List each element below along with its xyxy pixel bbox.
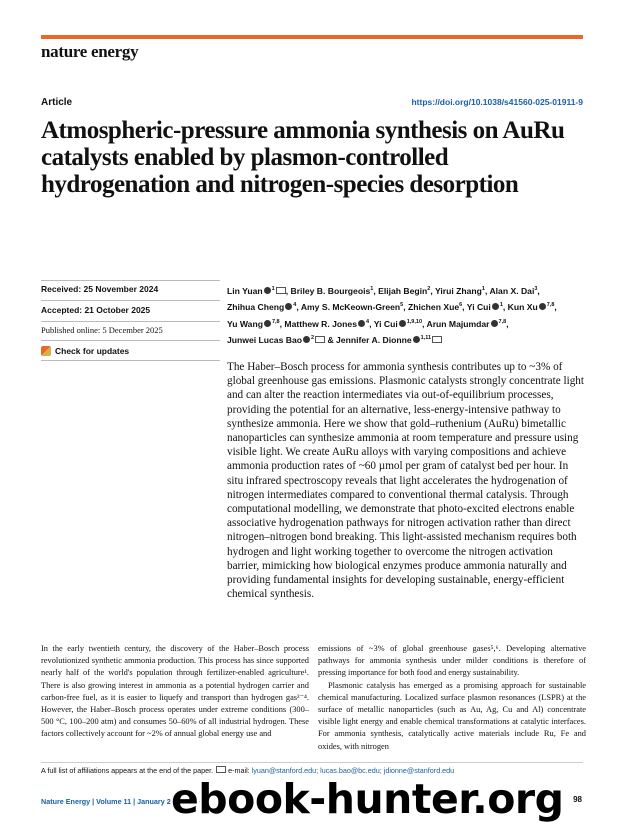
divider bbox=[41, 340, 220, 341]
divider bbox=[41, 321, 220, 322]
orcid-icon[interactable] bbox=[399, 320, 406, 327]
author-name[interactable] bbox=[284, 319, 369, 329]
author-name-text: Zhichen Xue bbox=[408, 302, 460, 313]
author-name-text: Zhihua Cheng bbox=[227, 302, 285, 313]
accepted-date: Accepted: 21 October 2025 bbox=[41, 305, 151, 315]
author-name-text: & Jennifer A. Dionne bbox=[327, 334, 412, 345]
author-list: Lin Yuan $^1$ , Briley B. Bourgeois$^1$, Elijah Begin$^2$, Yirui Zhang$^1$, Alan X. Dai$^3$, Zhihua Cheng $^4$, Amy S. McKeown-Green$^5$, Zhichen Xue$^6$, Yi Cui $^1$, Kun Xu $^{7,8}$, Yu Wang $^{7,8}$, Matthew R. Jones $^4$, Yi Cui $^{1,9,10}$, Arun Majumdar $^{7,8}$, Junwei Lucas Bao $^2$ & Jennifer A. Dionne $^{1,11}$ bbox=[227, 285, 557, 345]
doi-link[interactable]: https://doi.org/10.1038/s41560-025-01911-9 bbox=[411, 97, 583, 107]
orcid-icon[interactable] bbox=[358, 320, 365, 327]
author-name[interactable] bbox=[378, 286, 430, 296]
author-name-text: Junwei Lucas Bao bbox=[227, 334, 302, 345]
author-name[interactable] bbox=[227, 286, 286, 296]
check-updates-label: Check for updates bbox=[55, 346, 130, 356]
author-name-text: Yirui Zhang bbox=[434, 285, 482, 296]
check-updates-icon bbox=[41, 346, 51, 356]
email-icon[interactable] bbox=[432, 336, 442, 343]
affiliations-text: A full list of affiliations appears at the end of the paper. bbox=[41, 766, 214, 775]
affiliation-number: 7,8 bbox=[498, 318, 507, 325]
affiliation-number: 4 bbox=[293, 302, 297, 309]
affiliations-note bbox=[41, 766, 454, 775]
received-date: Received: 25 November 2024 bbox=[41, 284, 159, 294]
article-type: Article bbox=[41, 97, 73, 108]
journal-accent-bar bbox=[41, 35, 583, 39]
author-name[interactable] bbox=[508, 302, 555, 312]
body-column-left bbox=[41, 643, 309, 741]
body-column-right bbox=[318, 643, 586, 753]
author-name[interactable] bbox=[435, 286, 485, 296]
divider bbox=[41, 280, 220, 281]
divider bbox=[41, 300, 220, 301]
orcid-icon[interactable] bbox=[491, 320, 498, 327]
envelope-icon bbox=[216, 766, 226, 773]
body-paragraph: emissions of ~3% of global greenhouse gases⁵,⁶. Developing alternative pathways for ammonia synthesis under milder conditions is therefore of pressing importance for both food and energy sustainability. bbox=[318, 644, 586, 678]
orcid-icon[interactable] bbox=[264, 320, 271, 327]
author-name[interactable] bbox=[327, 335, 442, 345]
author-name-text: Alan X. Dai bbox=[489, 285, 535, 296]
affiliation-number: 1 bbox=[481, 286, 485, 292]
email-icon[interactable] bbox=[276, 287, 286, 294]
author-name[interactable] bbox=[467, 302, 503, 312]
watermark: ebook-hunter.org bbox=[171, 775, 564, 823]
author-name-text: Briley B. Bourgeois bbox=[290, 285, 371, 296]
affiliation-number: 1,9,10 bbox=[406, 318, 423, 325]
abstract: The Haber–Bosch process for ammonia synthesis contributes up to ~3% of global greenhouse gas emissions. Plasmonic catalysts strongly concentrate light and can alter the reaction intermediates via out-of-equilibrium processes, providing the potential for an alternative, less-energy-intensive pathway to synthesize ammonia. Here we show that gold–ruthenium (AuRu) bimetallic nanoparticles can synthesize ammonia at room temperature and pressure using visible light. We create AuRu alloys with varying compositions and achieve ammonia production rates of ~60 µmol per gram of catalyst bed per hour. In situ infrared spectroscopy reveals that light accelerates the hydrogenation of nitrogen intermediates compared to conventional thermal catalysis. Through computational modelling, we demonstrate that photo-excited electrons enable associative hydrogenation pathways for nitrogen activation rather than direct nitrogen–nitrogen bond breaking. This light-assisted mechanism requires both hydrogen and light working together to overcome the nitrogen activation barrier, mimicking how biological enzymes produce ammonia naturally and providing fundamental insights for developing sustainable, energy-efficient chemical synthesis. bbox=[227, 361, 584, 601]
affiliation-number: 7,8 bbox=[271, 318, 280, 325]
divider bbox=[41, 360, 220, 361]
author-name-text: Yu Wang bbox=[227, 318, 263, 329]
author-name-text: Elijah Begin bbox=[378, 285, 428, 296]
affiliation-number: 7,8 bbox=[546, 302, 555, 309]
body-paragraph: Plasmonic catalysis has emerged as a promising approach for sustainable chemical manufacturing. Localized surface plasmon resonances (LSPR) at the surface of metallic nanoparticles (such as Au, Ag, Cu and Al) concentrate visible light energy and enable chemical transformations at catalytic interfaces. For ammonia synthesis, catalytically active materials include Ru, Fe and oxides, with nitrogen bbox=[318, 680, 586, 751]
body-paragraph: In the early twentieth century, the discovery of the Haber–Bosch process revolutionized synthetic ammonia production. This process has since supported nearly half of the world's population through fertilizer-enabled agriculture¹. There is also growing interest in ammonia as a potential hydrogen carrier and carbon-free fuel, as it is easier to liquefy and transport than hydrogen gas²⁻⁴. However, the Haber–Bosch process operates under extreme conditions (300–500 °C, 100–200 atm) and consumes 50–60% of all industrial hydrogen. These factors collectively account for ~2% of annual global energy use and bbox=[41, 644, 309, 739]
author-name[interactable] bbox=[291, 286, 374, 296]
email-label: e-mail: bbox=[228, 766, 250, 775]
author-name-text: Lin Yuan bbox=[227, 285, 263, 296]
article-title: Atmospheric-pressure ammonia synthesis on AuRu catalysts enabled by plasmon-controlled hydrogenation and nitrogen-species desorption bbox=[41, 117, 565, 198]
page-footer: Nature Energy | Volume 11 | January 2026 | 88– bbox=[41, 797, 201, 806]
author-name[interactable] bbox=[301, 302, 403, 312]
author-name-text: Yi Cui bbox=[373, 318, 398, 329]
author-name[interactable] bbox=[408, 302, 462, 312]
journal-name: nature energy bbox=[41, 42, 139, 61]
affiliation-number: 6 bbox=[459, 302, 463, 309]
author-name[interactable] bbox=[227, 302, 296, 312]
affiliation-number: 1 bbox=[370, 286, 374, 292]
author-name[interactable] bbox=[227, 319, 280, 329]
author-name-text: Kun Xu bbox=[507, 302, 538, 313]
affiliation-number: 2 bbox=[427, 286, 431, 292]
affiliation-number: 3 bbox=[534, 286, 538, 292]
orcid-icon[interactable] bbox=[285, 303, 292, 310]
author-name-text: Arun Majumdar bbox=[426, 318, 490, 329]
author-name-text: Yi Cui bbox=[466, 302, 491, 313]
footnote-divider bbox=[41, 762, 583, 763]
affiliation-number: 2 bbox=[310, 335, 315, 342]
orcid-icon[interactable] bbox=[539, 303, 546, 310]
page-number: 98 bbox=[573, 795, 582, 804]
affiliation-number: 1,11 bbox=[420, 335, 432, 342]
author-name[interactable] bbox=[489, 286, 537, 296]
affiliation-number: 1 bbox=[271, 286, 275, 292]
check-for-updates-button[interactable] bbox=[41, 346, 129, 356]
orcid-icon[interactable] bbox=[264, 287, 271, 294]
author-name[interactable] bbox=[426, 319, 506, 329]
affiliation-number: 4 bbox=[366, 318, 370, 325]
orcid-icon[interactable] bbox=[492, 303, 499, 310]
author-name[interactable] bbox=[227, 335, 325, 345]
author-name-text: Amy S. McKeown-Green bbox=[300, 302, 401, 313]
email-links[interactable]: lyuan@stanford.edu; lucas.bao@bc.edu; jdionne@stanford.edu bbox=[251, 766, 455, 775]
author-name-text: Matthew R. Jones bbox=[284, 318, 357, 329]
affiliation-number: 1 bbox=[499, 302, 503, 309]
orcid-icon[interactable] bbox=[303, 336, 310, 343]
orcid-icon[interactable] bbox=[413, 336, 420, 343]
author-name[interactable] bbox=[374, 319, 422, 329]
published-date: Published online: 5 December 2025 bbox=[41, 325, 163, 335]
email-icon[interactable] bbox=[315, 336, 325, 343]
affiliation-number: 5 bbox=[400, 302, 404, 309]
